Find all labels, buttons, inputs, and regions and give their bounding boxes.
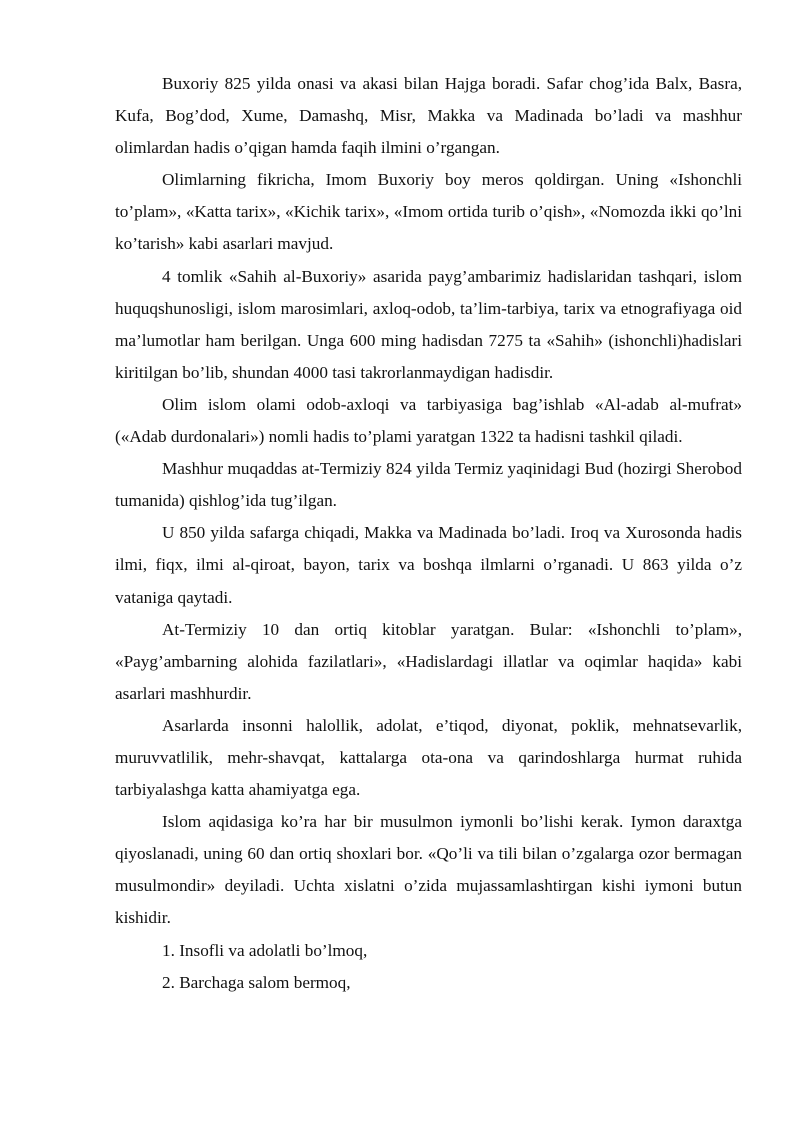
paragraph-termiziy-birth: Mashhur muqaddas at-Termiziy 824 yilda Termiz yaqinidagi Bud (hozirgi Sherobod tumanida) qishlog’ida tug’ilgan. [115,459,742,511]
paragraph-buxoriy-works: Olimlarning fikricha, Imom Buxoriy boy meros qoldirgan. Uning «Ishonchli to’plam», «Katta tarix», «Kichik tarix», «Imom ortida turib o’qish», «Nomozda ikki qo’lni ko’tarish» kabi asarlari mavjud. [115,170,742,254]
paragraph-al-adab-al-mufrat: Olim islom olami odob-axloqi va tarbiyasiga bag’ishlab «Al-adab al-mufrat» («Adab durdonalari») nomli hadis to’plami yaratgan 1322 ta hadisni tashkil qiladi. [115,394,742,447]
paragraph-termiziy-travels: U 850 yilda safarga chiqadi, Makka va Madinada bo’ladi. Iroq va Xurosonda hadis ilmi, fiqx, ilmi al-qiroat, bayon, tarix va boshqa ilmlarni o’rganadi. U 863 yilda o’z vataniga qaytadi. [115,523,742,607]
list-item: 1. Insofli va adolatli bo’lmoq, [162,940,368,960]
paragraph-buxoriy-hajj: Buxoriy 825 yilda onasi va akasi bilan Hajga boradi. Safar chog’ida Balx, Basra, Kufa, Bog’dod, Xume, Damashq, Misr, Makka va Madinada bo’ladi va mashhur olimlardan hadis o’qigan hamda faqih ilmini o’rgangan. [115,74,742,158]
document-page [115,68,742,999]
paragraph-iymon: Islom aqidasiga ko’ra har bir musulmon iymonli bo’lishi kerak. Iymon daraxtga qiyoslanadi, uning 60 dan ortiq shoxlari bor. «Qo’li va tili bilan o’zgalarga ozor bermagan musulmondir» deyiladi. Uchta xislatni o’zida mujassamlashtirgan kishi iymoni butun kishidir. [115,812,742,928]
paragraph-works-values: Asarlarda insonni halollik, adolat, e’tiqod, diyonat, poklik, mehnatsevarlik, muruvvatlilik, mehr-shavqat, kattalarga ota-ona va qarindoshlarga hurmat ruhida tarbiyalashga katta ahamiyatga ega. [115,715,742,800]
list-item: 2. Barchaga salom bermoq, [162,972,351,992]
paragraph-sahih-al-buxoriy: 4 tomlik «Sahih al-Buxoriy» asarida payg’ambarimiz hadislaridan tashqari, islom huquqshunosligi, islom marosimlari, axloq-odob, ta’lim-tarbiya, tarix va etnografiyaga oid ma’lumotlar ham berilgan. Unga 600 ming hadisdan 7275 ta «Sahih» (ishonchli)hadislari kiritilgan bo’lib, shundan 4000 tasi takrorlanmaydigan hadisdir. [115,266,742,382]
paragraph-termiziy-works: At-Termiziy 10 dan ortiq kitoblar yaratgan. Bular: «Ishonchli to’plam», «Payg’ambarning alohida fazilatlari», «Hadislardagi illatlar va oqimlar haqida» kabi asarlari mashhurdir. [115,619,742,703]
